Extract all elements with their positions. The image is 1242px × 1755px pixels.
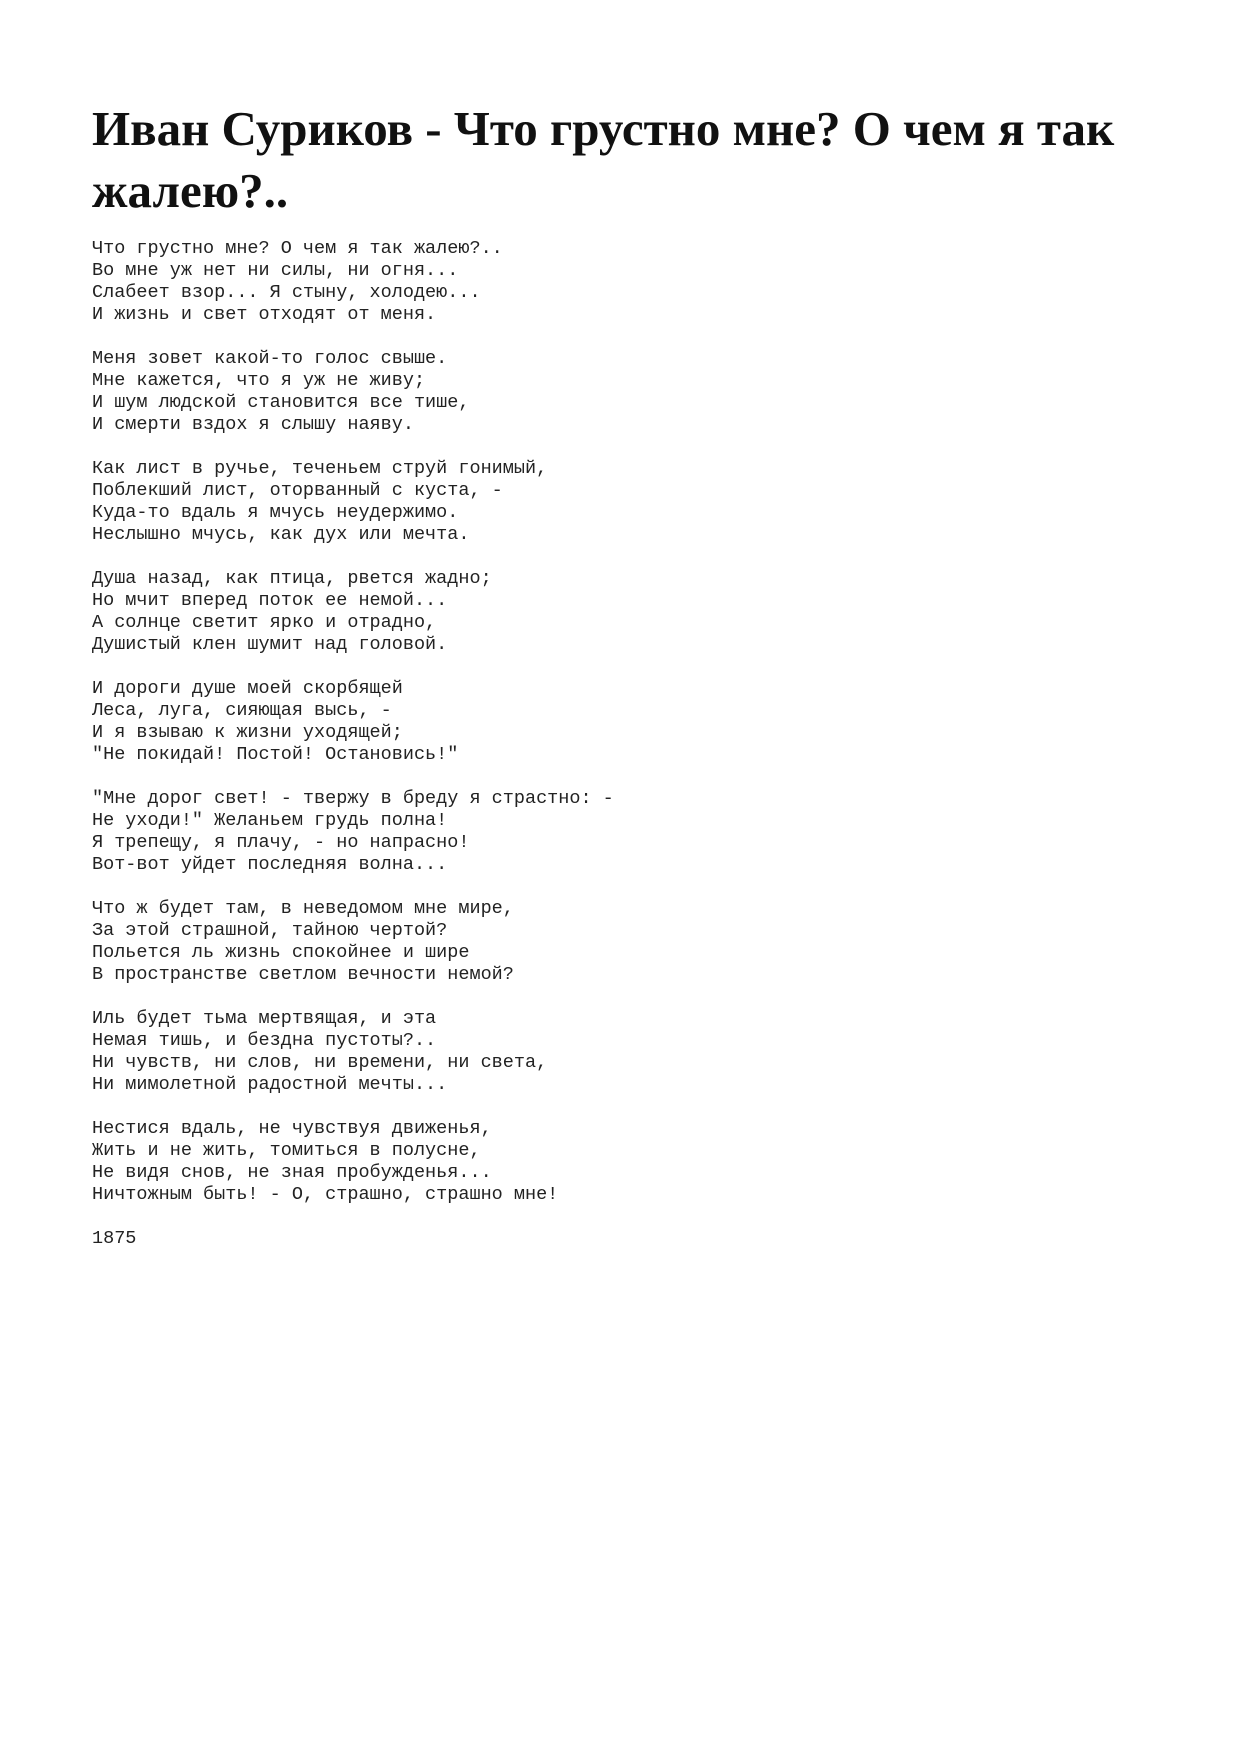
- stanza: [92, 568, 1172, 656]
- poem-line: Как лист в ручье, теченьем струй гонимый,: [92, 458, 548, 479]
- poem-line: За этой страшной, тайною чертой?: [92, 920, 448, 941]
- poem-line: Жить и не жить, томиться в полусне,: [92, 1140, 481, 1161]
- poem-line: А солнце светит ярко и отрадно,: [92, 612, 437, 633]
- stanza: [92, 348, 1172, 436]
- poem-line: Поблекший лист, оторванный с куста, -: [92, 480, 503, 501]
- poem-line: Нестися вдаль, не чувствуя движенья,: [92, 1118, 492, 1139]
- poem-line: И жизнь и свет отходят от меня.: [92, 304, 437, 325]
- poem-line: Меня зовет какой-то голос свыше.: [92, 348, 448, 369]
- poem-line: И шум людской становится все тише,: [92, 392, 470, 413]
- poem-line: Что грустно мне? О чем я так жалею?..: [92, 238, 503, 259]
- poem-line: Немая тишь, и бездна пустоты?..: [92, 1030, 437, 1051]
- poem-year: 1875: [92, 1228, 137, 1249]
- poem-line: Ничтожным быть! - О, страшно, страшно мне!: [92, 1184, 559, 1205]
- document-page: [92, 98, 1172, 1250]
- poem-line: Душистый клен шумит над головой.: [92, 634, 448, 655]
- poem-line: Душа назад, как птица, рвется жадно;: [92, 568, 492, 589]
- poem-line: И смерти вздох я слышу наяву.: [92, 414, 414, 435]
- poem-line: Что ж будет там, в неведомом мне мире,: [92, 898, 514, 919]
- poem-line: Куда-то вдаль я мчусь неудержимо.: [92, 502, 459, 523]
- stanza: [92, 238, 1172, 326]
- stanza: [92, 788, 1172, 876]
- poem-line: Польется ль жизнь спокойнее и шире: [92, 942, 470, 963]
- poem-line: Во мне уж нет ни силы, ни огня...: [92, 260, 459, 281]
- poem-line: Но мчит вперед поток ее немой...: [92, 590, 448, 611]
- poem-line: Слабеет взор... Я стыну, холодею...: [92, 282, 481, 303]
- poem-line: И дороги душе моей скорбящей: [92, 678, 403, 699]
- poem-line: Иль будет тьма мертвящая, и эта: [92, 1008, 437, 1029]
- stanza: [92, 678, 1172, 766]
- stanza: [92, 1008, 1172, 1096]
- poem-line: Мне кажется, что я уж не живу;: [92, 370, 426, 391]
- stanza: [92, 1118, 1172, 1206]
- poem-line: В пространстве светлом вечности немой?: [92, 964, 514, 985]
- poem-line: Ни чувств, ни слов, ни времени, ни света,: [92, 1052, 548, 1073]
- poem-line: И я взываю к жизни уходящей;: [92, 722, 403, 743]
- poem-line: Леса, луга, сияющая высь, -: [92, 700, 392, 721]
- poem-line: "Не покидай! Постой! Остановись!": [92, 744, 459, 765]
- poem-line: Неслышно мчусь, как дух или мечта.: [92, 524, 470, 545]
- stanza: [92, 458, 1172, 546]
- poem-line: Не уходи!" Желаньем грудь полна!: [92, 810, 448, 831]
- poem-line: "Мне дорог свет! - твержу в бреду я страстно: -: [92, 788, 614, 809]
- poem-line: Вот-вот уйдет последняя волна...: [92, 854, 448, 875]
- page-title: Иван Суриков - Что грустно мне? О чем я так жалею?..: [92, 101, 1115, 218]
- poem-line: Ни мимолетной радостной мечты...: [92, 1074, 448, 1095]
- poem-line: Я трепещу, я плачу, - но напрасно!: [92, 832, 470, 853]
- stanza: [92, 898, 1172, 986]
- poem-line: Не видя снов, не зная пробужденья...: [92, 1162, 492, 1183]
- poem-body: [92, 238, 1172, 1206]
